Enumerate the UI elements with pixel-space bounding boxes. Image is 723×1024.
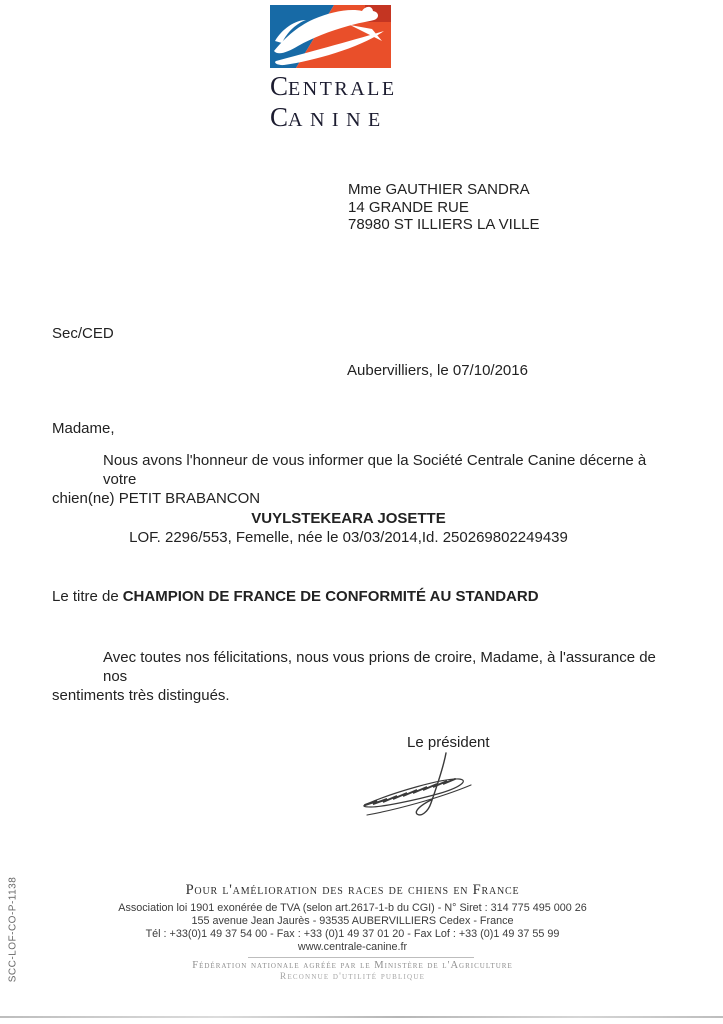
body-paragraph-2 [52, 648, 677, 705]
paragraph-line: sentiments très distingués. [52, 687, 230, 704]
logo-wordmark-line1 [270, 73, 410, 104]
reference-code: Sec/CED [52, 325, 114, 342]
paragraph-line: Nous avons l'honneur de vous informer que la Société Centrale Canine décerne à votre [103, 452, 647, 488]
federation-line-2: Reconnue d'utilité publique [279, 972, 426, 982]
salutation: Madame, [52, 420, 115, 437]
dog-name: VUYLSTEKEARA JOSETTE [251, 510, 446, 527]
dog-logo-icon [270, 5, 391, 68]
wordmark-rest: ANINE [288, 109, 388, 131]
paragraph-line: Avec toutes nos félicitations, nous vous prions de croire, Madame, à l'assurance de nos [103, 649, 656, 685]
wordmark-initial: C [270, 102, 289, 132]
footer-address-line: 155 avenue Jean Jaurès - 93535 AUBERVILLIERS Cedex - France [191, 915, 514, 927]
footer-association-line: Association loi 1901 exonérée de TVA (selon art.2617-1-b du CGI) - N° Siret : 314 775 495 000 26 [118, 902, 587, 914]
footer-divider [248, 957, 474, 958]
document-code-vertical: SCC-LOF-CO-P-1138 [7, 876, 19, 983]
wordmark-rest: ENTRALE [288, 78, 397, 100]
handwritten-signature-icon [355, 748, 485, 823]
federation-line-1: Fédération nationale agréée par le Ministère de l'Agriculture [192, 960, 513, 971]
body-paragraph-1 [52, 451, 677, 508]
logo-wordmark [270, 73, 410, 135]
footer [0, 882, 705, 954]
dog-identification [0, 509, 697, 547]
footer-website: www.centrale-canine.fr [297, 941, 408, 953]
champion-title: CHAMPION DE FRANCE DE CONFORMITÉ AU STANDARD [122, 588, 539, 605]
dog-details: LOF. 2296/553, Femelle, née le 03/03/2014,Id. 250269802249439 [129, 529, 568, 546]
title-awarded-line [52, 588, 539, 605]
footer-details [0, 902, 705, 954]
scan-edge-line [0, 1016, 723, 1018]
wordmark-initial: C [270, 71, 289, 101]
centrale-canine-logo [270, 5, 410, 135]
recipient-name: Mme GAUTHIER SANDRA [348, 181, 530, 198]
date-line: Aubervilliers, le 07/10/2016 [347, 362, 528, 379]
signatory-title: Le président [407, 734, 490, 751]
recipient-street: 14 GRANDE RUE [348, 198, 469, 216]
logo-wordmark-line2 [270, 104, 410, 135]
recipient-address [348, 181, 540, 234]
title-prefix: Le titre de [52, 588, 119, 605]
footer-phone-line: Tél : +33(0)1 49 37 54 00 - Fax : +33 (0)1 49 37 01 20 - Fax Lof : +33 (0)1 49 37 55 99 [145, 928, 560, 940]
paragraph-line: chien(ne) PETIT BRABANCON [52, 490, 261, 507]
footer-tagline: Pour l'amélioration des races de chiens en France [185, 882, 520, 898]
recipient-city: 78980 ST ILLIERS LA VILLE [348, 216, 540, 233]
